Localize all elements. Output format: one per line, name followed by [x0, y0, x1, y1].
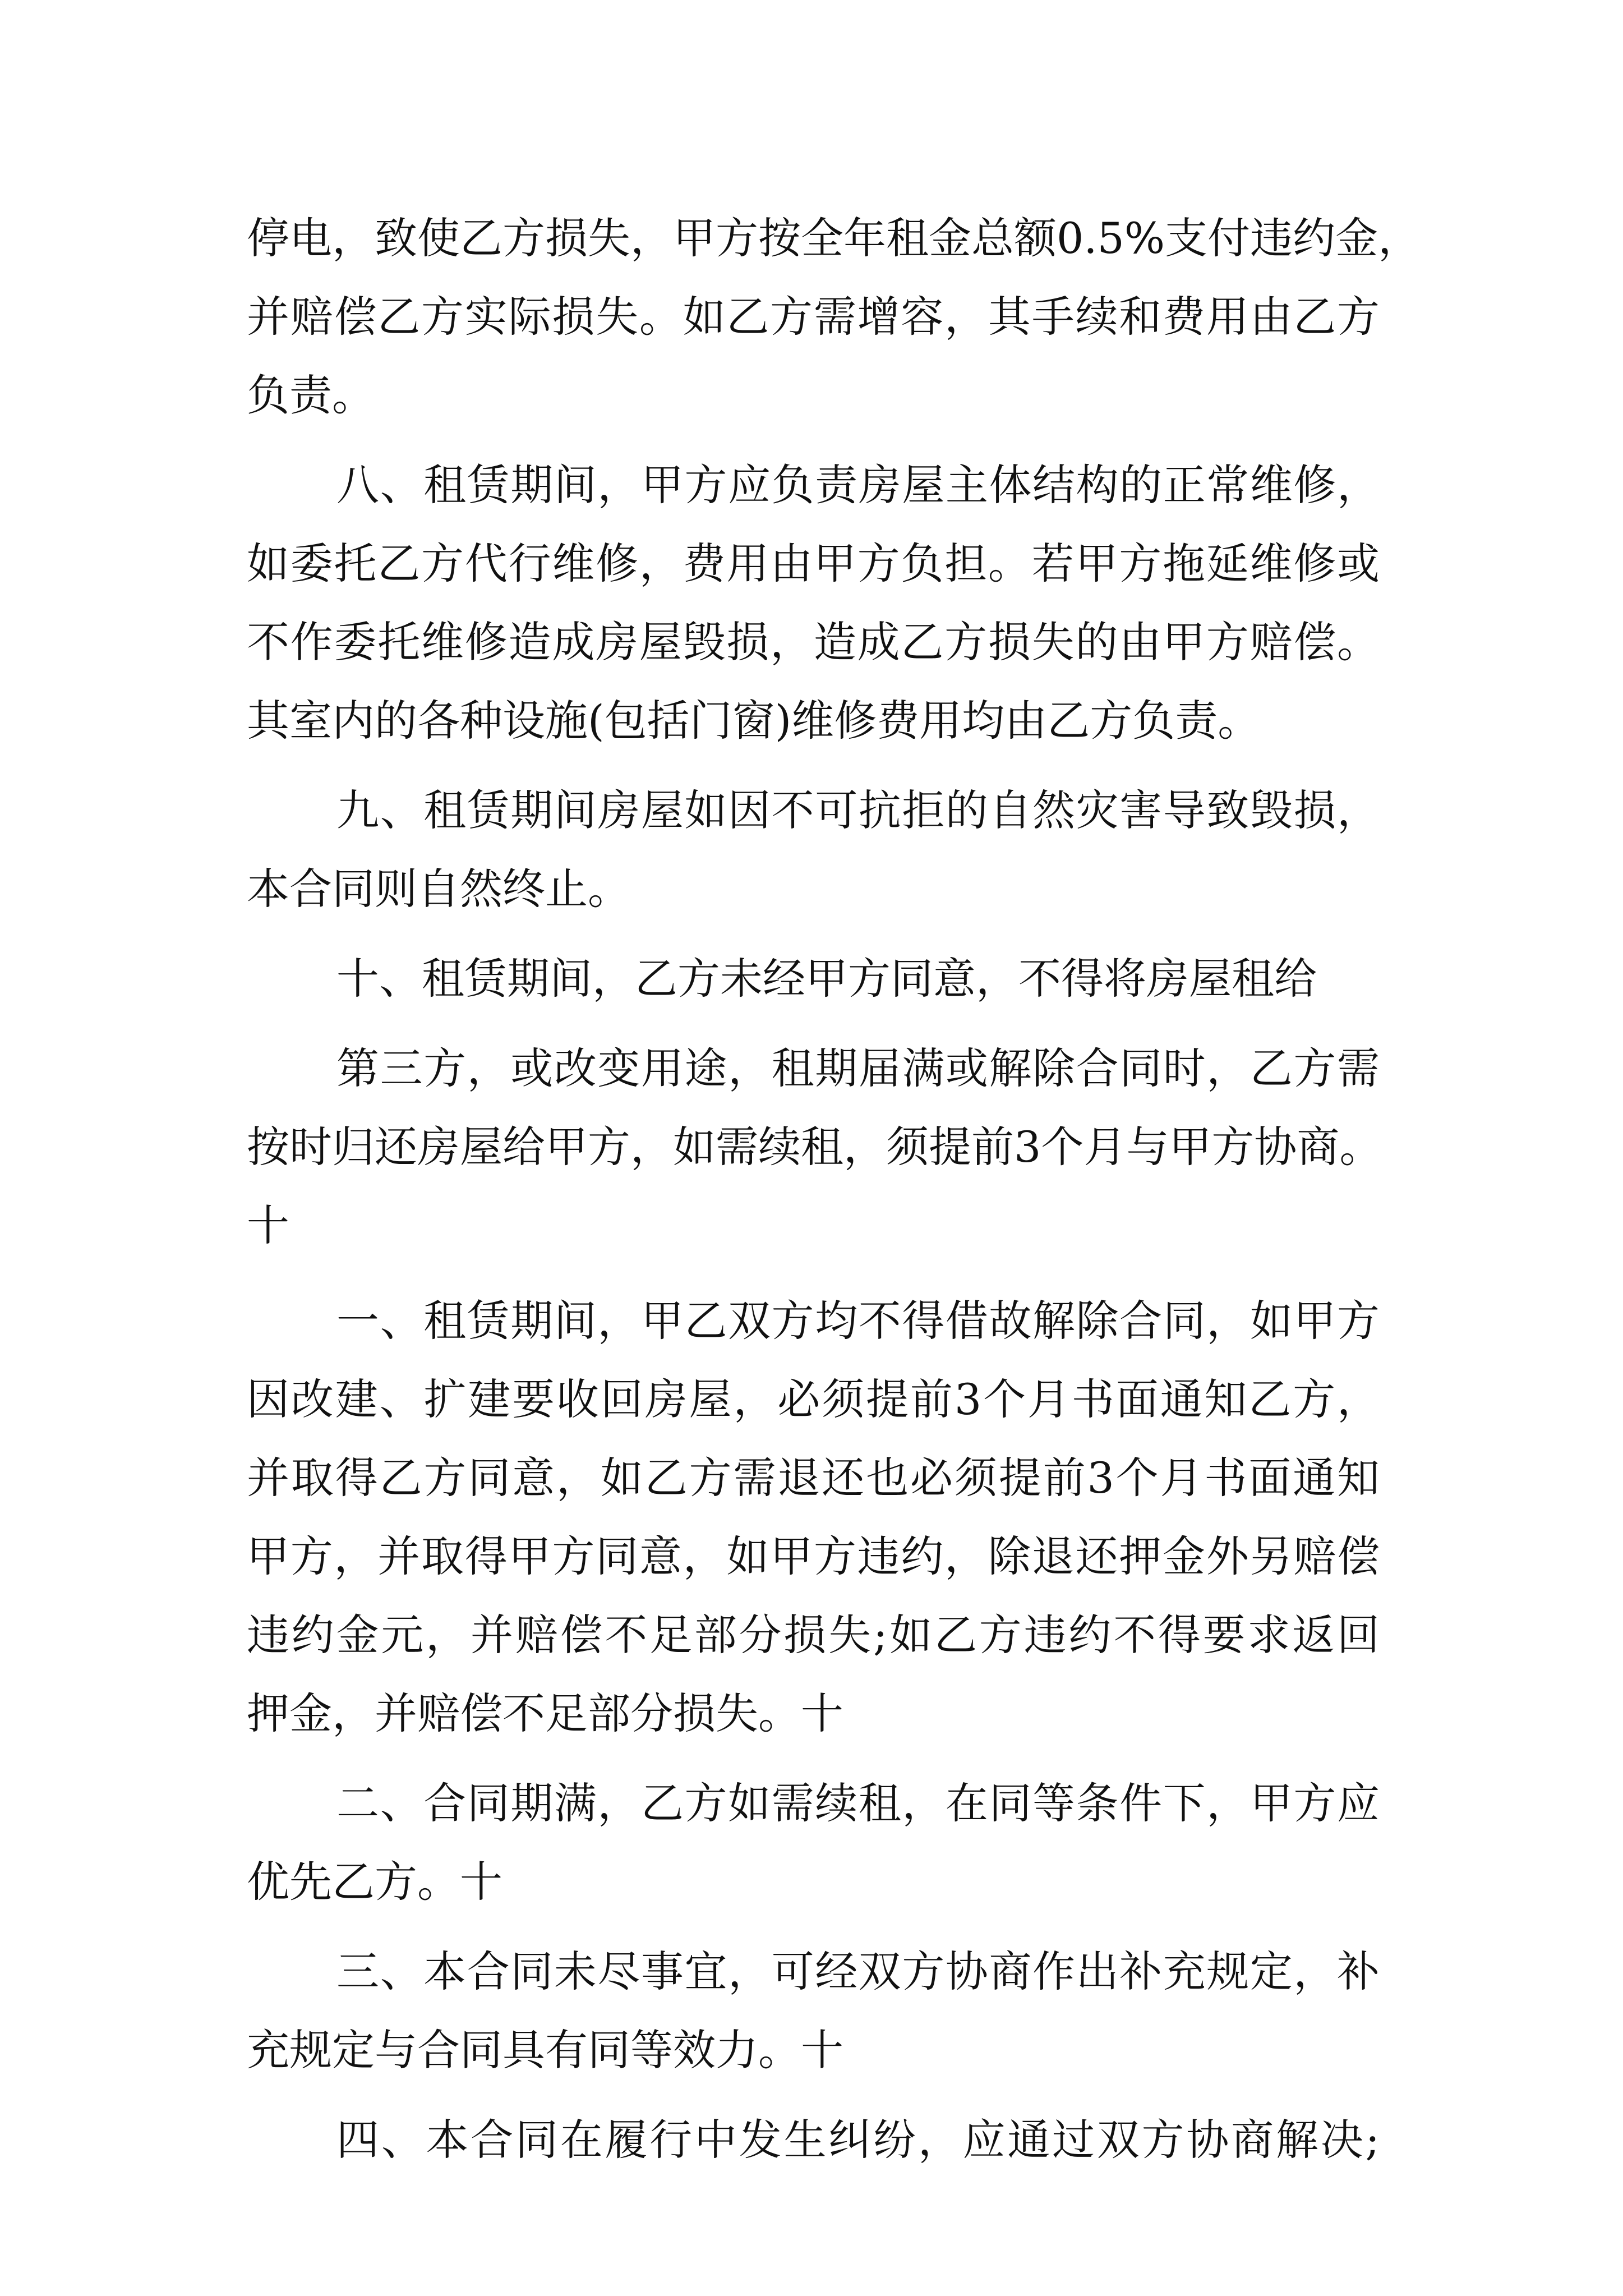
text-line: 充规定与合同具有同等效力。十	[247, 2025, 843, 2075]
text-line: 并赔偿乙方实际损失。如乙方需增容，其手续和费用由乙方	[247, 292, 1380, 342]
paragraph-start-line: 一、租赁期间，甲乙双方均不得借故解除合同，如甲方	[336, 1296, 1380, 1346]
paragraph-start-line: 二、合同期满，乙方如需续租，在同等条件下，甲方应	[336, 1778, 1380, 1828]
text-line: 甲方，并取得甲方同意，如甲方违约，除退还押金外另赔偿	[247, 1531, 1380, 1581]
paragraph-start-line: 第三方，或改变用途，租期届满或解除合同时，乙方需	[336, 1043, 1380, 1093]
text-line: 负责。	[247, 370, 375, 420]
paragraph-start-line: 四、本合同在履行中发生纠纷，应通过双方协商解决;	[336, 2115, 1380, 2165]
text-line: 违约金元，并赔偿不足部分损失;如乙方违约不得要求返回	[247, 1610, 1380, 1660]
paragraph-start-line: 八、租赁期间，甲方应负责房屋主体结构的正常维修，	[336, 460, 1380, 510]
text-line: 停电，致使乙方损失，甲方按全年租金总额0.5%支付违约金，	[247, 213, 1421, 263]
paragraph-start-line: 九、租赁期间房屋如因不可抗拒的自然灾害导致毁损，	[336, 785, 1380, 835]
text-line: 本合同则自然终止。	[247, 864, 630, 914]
text-line: 其室内的各种设施(包括门窗)维修费用均由乙方负责。	[247, 696, 1261, 746]
text-line: 并取得乙方同意，如乙方需退还也必须提前3个月书面通知	[247, 1453, 1380, 1503]
paragraph-start-line: 三、本合同未尽事宜，可经双方协商作出补充规定，补	[336, 1947, 1380, 1996]
text-line: 如委托乙方代行维修，费用由甲方负担。若甲方拖延维修或	[247, 539, 1380, 588]
text-line: 因改建、扩建要收回房屋，必须提前3个月书面通知乙方，	[247, 1374, 1380, 1424]
text-line: 优先乙方。十	[247, 1857, 502, 1907]
paragraph-start-line: 十、租赁期间，乙方未经甲方同意，不得将房屋租给	[336, 954, 1317, 1004]
text-line: 不作委托维修造成房屋毁损，造成乙方损失的由甲方赔偿。	[247, 617, 1380, 667]
text-line: 按时归还房屋给甲方，如需续租，须提前3个月与甲方协商。	[247, 1122, 1382, 1172]
text-line: 押金，并赔偿不足部分损失。十	[247, 1688, 843, 1738]
text-line: 十	[247, 1200, 289, 1250]
